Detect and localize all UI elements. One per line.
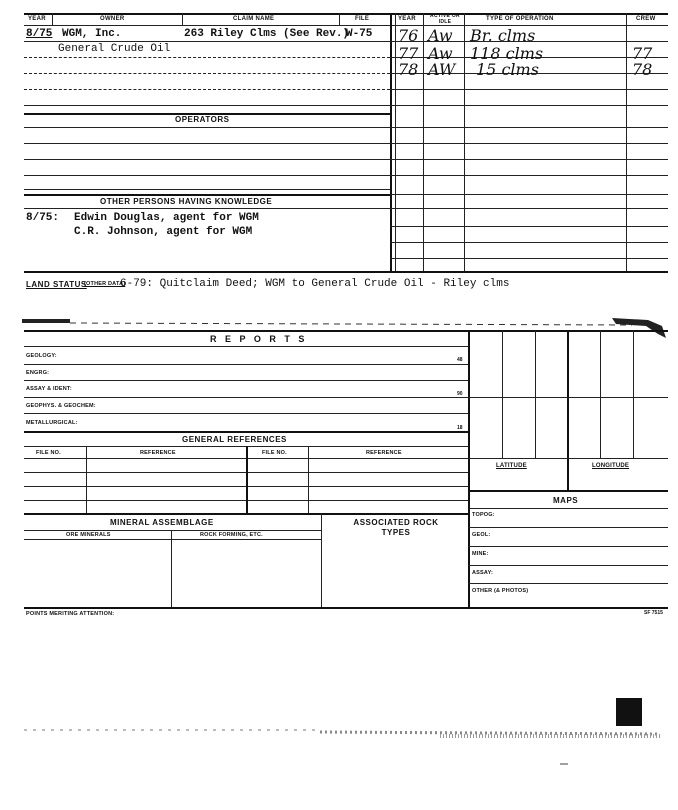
col-divider — [423, 13, 424, 271]
header-claim-name: CLAIM NAME — [233, 16, 275, 22]
top-section-bottom — [24, 271, 668, 273]
report-line — [24, 413, 468, 414]
handwritten-status-1: Aw — [428, 26, 453, 45]
op-row-line — [390, 258, 668, 259]
land-status-label: LAND STATUS — [26, 280, 87, 289]
grid-row — [468, 397, 668, 398]
mineral-ore: ORE MINERALS — [66, 532, 111, 538]
other-persons-title: OTHER PERSONS HAVING KNOWLEDGE — [100, 197, 273, 206]
header-active-idle: ACTIVE OR IDLE — [430, 13, 460, 25]
mineral-header-line — [24, 530, 321, 531]
reports-title: R E P O R T S — [210, 334, 308, 344]
report-geology-num: 48 — [457, 357, 463, 363]
gen-ref-reference-1: REFERENCE — [140, 450, 176, 456]
op-row-line — [390, 89, 668, 90]
header-year: YEAR — [28, 16, 46, 22]
reports-header-line — [24, 346, 468, 347]
gen-ref-reference-2: REFERENCE — [366, 450, 402, 456]
gen-ref-col — [308, 446, 309, 513]
maps-line — [468, 527, 668, 528]
grid-col — [600, 330, 601, 458]
other-persons-top-line — [24, 194, 390, 196]
header-owner: OWNER — [100, 16, 125, 22]
maps-top-line — [468, 490, 668, 492]
file-number: W-75 — [346, 28, 373, 40]
report-line — [24, 397, 468, 398]
other-persons-year: 8/75: — [26, 212, 60, 224]
mineral-col — [171, 530, 172, 607]
handwritten-op-1: Br. clms — [470, 26, 536, 45]
handwritten-status-3: AW — [428, 60, 456, 79]
grid-col — [502, 330, 503, 458]
col-divider — [339, 13, 340, 25]
report-geology: GEOLOGY: — [26, 353, 57, 359]
header-year-2: YEAR — [398, 16, 416, 22]
mineral-col-line — [24, 539, 321, 540]
op-row-line — [390, 143, 668, 144]
op-row-line — [390, 127, 668, 128]
report-line — [24, 364, 468, 365]
op-row-line — [390, 208, 668, 209]
row-line — [24, 41, 390, 42]
maps-line — [468, 583, 668, 584]
handwritten-op-3: 15 clms — [476, 60, 539, 79]
header-crew: CREW — [636, 16, 656, 22]
bottom-line — [24, 607, 668, 609]
map-assay: ASSAY: — [472, 570, 494, 576]
header-file: FILE — [355, 16, 370, 22]
map-mine: MINE: — [472, 551, 489, 557]
gen-ref-file-no-1: FILE NO. — [36, 450, 61, 456]
op-row-line — [390, 226, 668, 227]
handwritten-status-2: Aw — [428, 44, 453, 63]
row-line — [24, 127, 390, 128]
row-line — [24, 57, 390, 58]
grid-col — [567, 330, 569, 490]
col-divider — [626, 13, 627, 271]
maps-title: MAPS — [553, 496, 579, 505]
map-topog: TOPOG: — [472, 512, 495, 518]
report-geophys: GEOPHYS. & GEOCHEM: — [26, 403, 96, 409]
handwritten-year-1: 76 — [398, 26, 419, 45]
handwritten-year-3: 78 — [398, 60, 419, 79]
torn-edge — [20, 312, 670, 342]
grid-col — [535, 330, 536, 458]
op-row-line — [390, 242, 668, 243]
points-meriting-attention: POINTS MERITING ATTENTION: — [26, 611, 115, 617]
handwritten-crew-2: 77 — [632, 44, 653, 63]
header-bottom-line — [24, 25, 668, 26]
map-geol: GEOL: — [472, 532, 491, 538]
op-row-line — [390, 105, 668, 106]
col-divider — [464, 13, 465, 271]
op-row-line — [390, 159, 668, 160]
scan-noise — [20, 690, 670, 770]
col-divider — [182, 13, 183, 25]
associated-rock-types: ASSOCIATED ROCK TYPES — [353, 518, 439, 537]
section-divider — [390, 13, 392, 271]
row-line — [24, 73, 390, 74]
row-line — [24, 208, 390, 209]
report-metallurgical: METALLURGICAL: — [26, 420, 78, 426]
maps-line — [468, 546, 668, 547]
form-code: SF 7515 — [644, 610, 663, 616]
gen-ref-bottom — [24, 513, 468, 515]
handwritten-year-2: 77 — [398, 44, 419, 63]
general-references-title: GENERAL REFERENCES — [182, 435, 287, 444]
land-status-text: 6-79: Quitclaim Deed; WGM to General Crude Oil - Riley clms — [120, 278, 510, 290]
owner-year: 8/75 — [26, 28, 53, 40]
col-divider — [52, 13, 53, 25]
latitude-label: LATITUDE — [496, 463, 527, 469]
op-row-line — [390, 194, 668, 195]
handwritten-op-2: 118 clms — [470, 44, 544, 63]
report-assay: ASSAY & IDENT: — [26, 386, 72, 392]
owner-name-2: General Crude Oil — [58, 43, 171, 55]
header-type-operation: TYPE OF OPERATION — [486, 16, 554, 22]
operators-title: OPERATORS — [175, 115, 230, 124]
top-border — [24, 13, 668, 15]
other-person-2: C.R. Johnson, agent for WGM — [74, 226, 253, 238]
row-line — [24, 189, 390, 190]
report-assay-num: 90 — [457, 391, 463, 397]
maps-line — [468, 565, 668, 566]
land-status-sublabel: (OTHER DATA) — [84, 281, 126, 287]
row-line — [24, 105, 390, 106]
map-other: OTHER (& PHOTOS) — [472, 588, 529, 594]
grid-col — [633, 330, 634, 458]
row-line — [24, 89, 390, 90]
gen-ref-col — [246, 446, 248, 513]
maps-line — [468, 508, 668, 509]
op-row-line — [390, 175, 668, 176]
report-metallurgical-num: 18 — [457, 425, 463, 431]
other-person-1: Edwin Douglas, agent for WGM — [74, 212, 259, 224]
row-line — [24, 143, 390, 144]
gen-ref-col — [86, 446, 87, 513]
gen-ref-file-no-2: FILE NO. — [262, 450, 287, 456]
report-line — [24, 380, 468, 381]
handwritten-crew-3: 78 — [632, 60, 653, 79]
owner-name: WGM, Inc. — [62, 28, 122, 40]
grid-row — [468, 458, 668, 459]
mineral-rock-forming: ROCK FORMING, ETC. — [200, 532, 263, 538]
reports-top-line — [24, 330, 668, 332]
assoc-col — [321, 513, 322, 607]
mineral-assemblage-title: MINERAL ASSEMBLAGE — [110, 518, 214, 527]
claim-name: 263 Riley Clms (See Rev.) — [184, 28, 350, 40]
section-divider-inner — [395, 13, 396, 271]
report-line — [24, 431, 468, 433]
row-line — [24, 159, 390, 160]
row-line — [24, 175, 390, 176]
report-engrg: ENGRG: — [26, 370, 50, 376]
longitude-label: LONGITUDE — [592, 463, 630, 469]
